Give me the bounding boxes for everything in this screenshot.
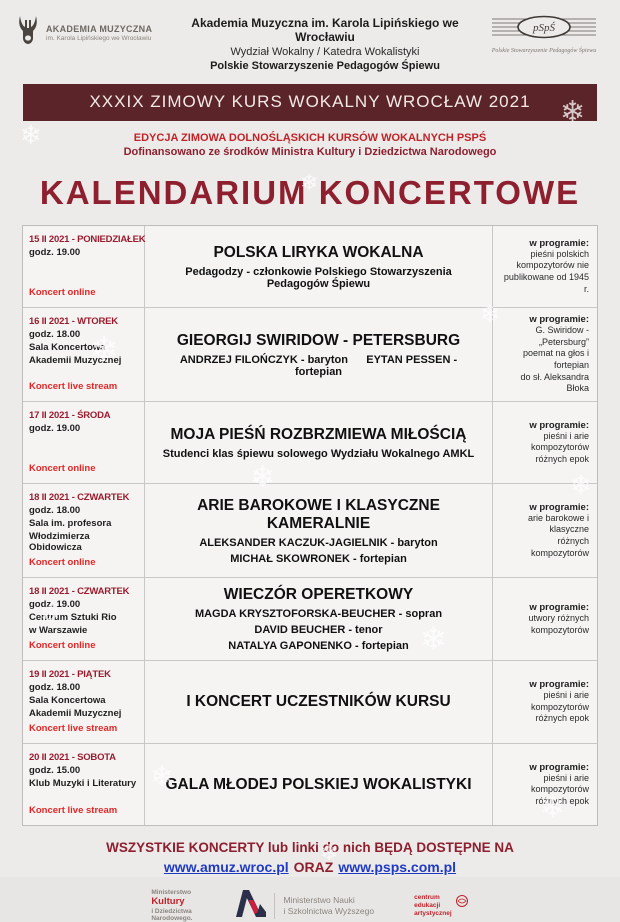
mkidn-line4: Narodowego. xyxy=(151,914,193,922)
concert-venue-line: Sala Koncertowa xyxy=(29,695,106,707)
cea-logo xyxy=(414,894,469,917)
concert-performer-line: Pedagodzy - członkowie Polskiego Stowarzyszenia Pedagogów Śpiewu xyxy=(185,265,452,290)
program-label: w programie: xyxy=(529,601,589,613)
concert-row xyxy=(23,660,597,743)
program-line: kompozytorów nie xyxy=(516,260,589,271)
concert-program-cell xyxy=(493,308,597,401)
concert-date: 15 II 2021 - PONIEDZIAŁEK xyxy=(29,234,146,245)
cea-line1: centrum xyxy=(414,894,440,902)
concert-status: Koncert live stream xyxy=(29,805,118,817)
program-line: G. Swiridow - „Petersburg” xyxy=(535,325,589,347)
concert-main-cell xyxy=(145,484,493,577)
concert-time: godz. 15.00 xyxy=(29,765,81,777)
lyre-icon xyxy=(16,14,40,51)
concert-main-cell xyxy=(145,308,493,401)
concert-date: 18 II 2021 - CZWARTEK xyxy=(29,586,130,598)
mnisw-logo xyxy=(232,890,374,922)
academy-logo xyxy=(16,14,166,51)
concert-row xyxy=(23,743,597,825)
concert-performer-line: MAGDA KRYSZTOFORSKA-BEUCHER - sopran xyxy=(194,608,443,621)
concert-venue-line: Sala im. profesora xyxy=(29,518,112,530)
concert-table xyxy=(22,225,598,826)
program-line: różnych epok xyxy=(535,795,589,806)
concert-performer-line: ANDRZEJ FILOŃCZYK - baryton EYTAN PESSEN - fortepian xyxy=(179,353,458,378)
concert-time: godz. 19.00 xyxy=(29,247,81,258)
psps-link[interactable]: www.psps.com.pl xyxy=(338,859,457,876)
concert-status: Koncert online xyxy=(29,557,96,569)
faculty-name: Wydział Wokalny / Katedra Wokalistyki xyxy=(230,46,420,58)
concert-program-cell xyxy=(493,402,597,483)
institution-name: Akademia Muzyczna im. Karola Lipińskiego we Wrocławiu xyxy=(191,16,459,44)
cea-text xyxy=(414,894,452,917)
concert-venue-line: Klub Muzyki i Literatury xyxy=(29,778,137,790)
psps-logo xyxy=(484,14,604,54)
concert-time: godz. 18.00 xyxy=(29,329,81,340)
concert-program-cell xyxy=(493,661,597,743)
concert-info-cell xyxy=(23,226,145,307)
concert-date: 17 II 2021 - ŚRODA xyxy=(29,410,111,422)
concert-program-cell xyxy=(493,484,597,577)
concert-info-cell xyxy=(23,402,145,483)
concert-info-cell xyxy=(23,484,145,577)
header xyxy=(0,0,620,78)
mnisw-text xyxy=(283,895,374,917)
mkidn-logo xyxy=(151,889,192,922)
concert-performer-line: NATALYA GAPONENKO - fortepian xyxy=(228,640,409,653)
concert-date: 19 II 2021 - PIĄTEK xyxy=(29,669,111,681)
course-banner: XXXIX ZIMOWY KURS WOKALNY WROCŁAW 2021 xyxy=(23,84,597,121)
concert-date: 20 II 2021 - SOBOTA xyxy=(29,752,116,764)
concert-info-cell xyxy=(23,744,145,825)
program-label: w programie: xyxy=(529,314,589,325)
concert-venue-line: Sala Koncertowa xyxy=(29,342,106,353)
concert-row xyxy=(23,401,597,483)
concert-row xyxy=(23,483,597,577)
psps-staff-icon xyxy=(492,22,596,46)
concert-time: godz. 19.00 xyxy=(29,423,81,435)
concert-status: Koncert online xyxy=(29,640,96,652)
concert-program-cell xyxy=(493,226,597,307)
footer-links xyxy=(0,859,620,875)
program-line: do sł. Aleksandra Błoka xyxy=(520,371,589,394)
program-label: w programie: xyxy=(529,679,589,691)
concert-info-cell xyxy=(23,308,145,401)
program-line: różnych kompozytorów xyxy=(530,536,589,558)
partner-logos xyxy=(0,889,620,922)
concert-main-cell xyxy=(145,744,493,825)
program-label: w programie: xyxy=(529,761,589,773)
concert-performer-line: Studenci klas śpiewu solowego Wydziału Wokalnego AMKL xyxy=(162,447,475,460)
concert-time: godz. 19.00 xyxy=(29,599,81,611)
program-line: pieśni i arie kompozytorów xyxy=(530,772,589,795)
concert-status: Koncert live stream xyxy=(29,723,118,735)
links-conjunction: ORAZ xyxy=(293,859,334,876)
funding-line: Dofinansowano ze środków Ministra Kultury i Dziedzictwa Narodowego xyxy=(123,146,497,158)
concert-title: MOJA PIEŚŃ ROZBRZMIEWA MIŁOŚCIĄ xyxy=(170,425,467,443)
concert-main-cell xyxy=(145,578,493,660)
concert-title: GIEORGIJ SWIRIDOW - PETERSBURG xyxy=(176,331,461,349)
cea-line2: edukacji xyxy=(414,901,441,909)
concert-title: POLSKA LIRYKA WOKALNA xyxy=(213,243,424,261)
concert-main-cell xyxy=(145,402,493,483)
program-label: w programie: xyxy=(529,501,589,513)
mnisw-line1: Ministerstwo Nauki xyxy=(283,894,355,905)
mnisw-divider xyxy=(274,893,275,919)
program-line: różnych epok xyxy=(535,713,589,724)
concert-venue-line: Włodzimierza Obidowicza xyxy=(29,531,90,554)
mkidn-line3: i Dziedzictwa xyxy=(151,907,192,915)
concert-venue-line: Akademii Muzycznej xyxy=(29,355,122,366)
concert-time: godz. 18.00 xyxy=(29,682,81,694)
concert-performer-line: DAVID BEUCHER - tenor xyxy=(254,624,383,637)
academy-logo-line2: im. Karola Lipińskiego we Wrocławiu xyxy=(46,34,152,42)
concert-title: I KONCERT UCZESTNIKÓW KURSU xyxy=(186,693,451,711)
subheader xyxy=(0,132,620,158)
concert-row xyxy=(23,577,597,660)
cea-emblem-icon xyxy=(455,894,469,913)
concert-title: ARIE BAROKOWE I KLASYCZNE KAMERALNIE xyxy=(197,496,440,532)
concert-performer-line: MICHAŁ SKOWRONEK - fortepian xyxy=(230,552,407,565)
program-line: różnych epok xyxy=(535,453,589,464)
concert-main-cell xyxy=(145,226,493,307)
concert-status: Koncert live stream xyxy=(29,381,118,393)
concert-program-cell xyxy=(493,744,597,825)
mnisw-emblem-icon xyxy=(232,890,266,922)
concert-performer-line: ALEKSANDER KACZUK-JAGIELNIK - baryton xyxy=(199,536,438,549)
svg-text:pSpŚ: pSpŚ xyxy=(533,22,555,34)
concert-info-cell xyxy=(23,578,145,660)
program-line: pieśni i arie kompozytorów xyxy=(530,690,589,712)
concert-status: Koncert online xyxy=(29,287,96,298)
mkidn-line1: Ministerstwo xyxy=(151,889,192,897)
program-line: pieśni polskich xyxy=(530,248,589,259)
program-label: w programie: xyxy=(529,237,589,249)
program-line: poemat na głos i fortepian xyxy=(522,348,589,371)
program-line: publikowane od 1945 r. xyxy=(503,272,589,294)
association-name: Polskie Stowarzyszenie Pedagogów Śpiewu xyxy=(210,60,440,72)
amuz-link[interactable]: www.amuz.wroc.pl xyxy=(163,859,289,876)
header-titles xyxy=(166,14,484,72)
concert-row xyxy=(23,307,597,401)
concert-title: WIECZÓR OPERETKOWY xyxy=(223,586,414,604)
concert-venue-line: w Warszawie xyxy=(29,625,88,637)
concert-program-cell xyxy=(493,578,597,660)
mkidn-line2: Kultury xyxy=(151,895,185,907)
mnisw-line2: i Szkolnictwa Wyższego xyxy=(283,905,375,916)
psps-logo-caption: Polskie Stowarzyszenie Pedagogów Śpiewu xyxy=(491,48,597,54)
concert-title: GALA MŁODEJ POLSKIEJ WOKALISTYKI xyxy=(165,775,472,793)
concert-info-cell xyxy=(23,661,145,743)
edition-line: EDYCJA ZIMOWA DOLNOŚLĄSKICH KURSÓW WOKALNYCH PSPŚ xyxy=(133,132,487,144)
program-line: kompozytorów xyxy=(530,624,589,635)
concert-time: godz. 18.00 xyxy=(29,505,81,517)
cea-line3: artystycznej xyxy=(414,909,452,917)
academy-logo-line1: AKADEMIA MUZYCZNA xyxy=(46,23,153,34)
concert-date: 16 II 2021 - WTOREK xyxy=(29,316,118,327)
concert-status: Koncert online xyxy=(29,463,96,475)
program-label: w programie: xyxy=(529,419,589,431)
availability-text: WSZYSTKIE KONCERTY lub linki do nich BĘDĄ DOSTĘPNE NA xyxy=(106,840,514,856)
concert-row xyxy=(23,226,597,307)
program-line: pieśni i arie kompozytorów xyxy=(530,430,589,453)
concert-main-cell xyxy=(145,661,493,743)
concert-venue-line: Akademii Muzycznej xyxy=(29,708,122,720)
academy-logo-text xyxy=(46,24,152,42)
calendar-title: KALENDARIUM KONCERTOWE xyxy=(39,174,581,211)
concert-venue-line: Centrum Sztuki Rio xyxy=(29,612,117,624)
program-line: arie barokowe i klasyczne xyxy=(527,512,589,535)
concert-date: 18 II 2021 - CZWARTEK xyxy=(29,492,130,504)
program-line: utwory różnych xyxy=(528,612,589,623)
